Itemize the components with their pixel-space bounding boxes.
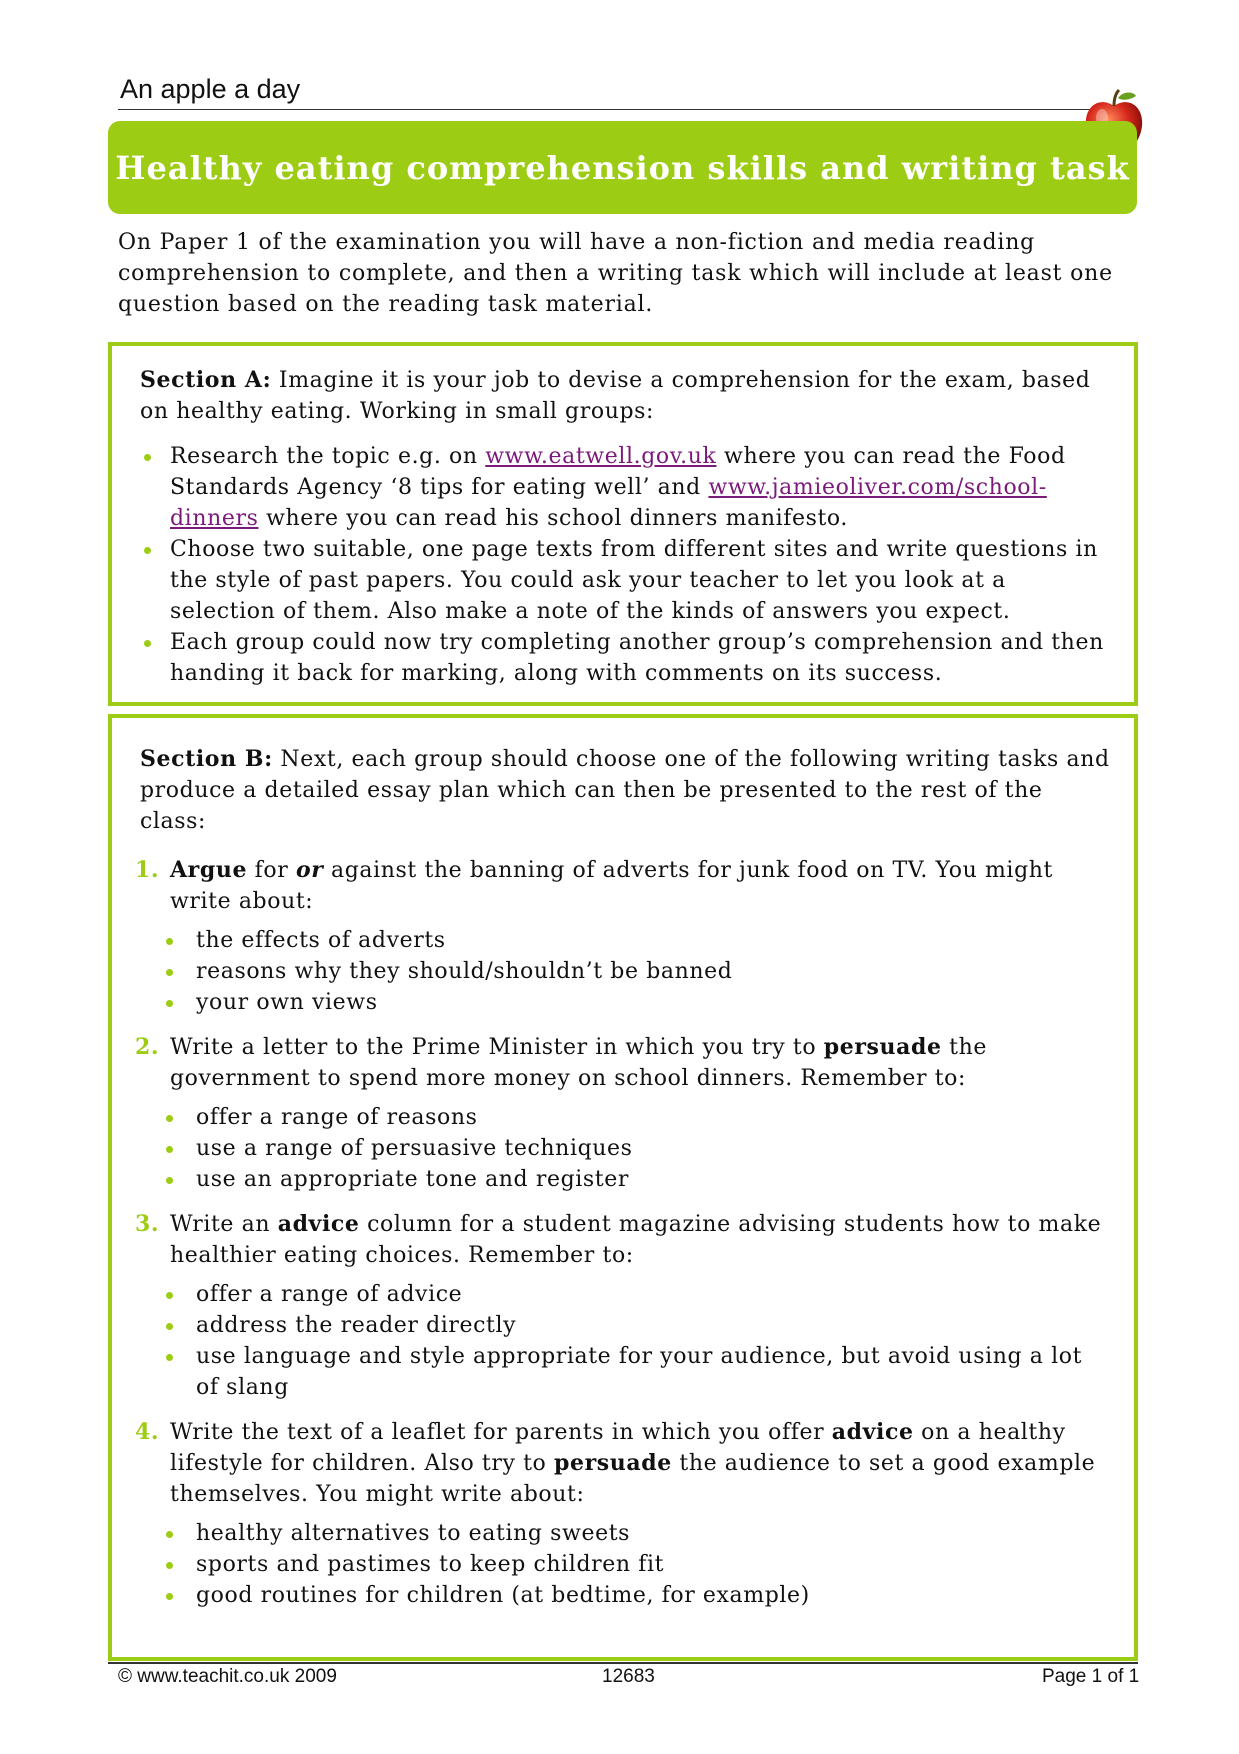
sub-item-text: reasons why they should/shouldn’t be banned bbox=[196, 959, 733, 984]
task-item-1 bbox=[135, 855, 1110, 1018]
bullet-text: where you can read his school dinners manifesto. bbox=[258, 506, 848, 531]
sub-item-text: the effects of adverts bbox=[196, 928, 446, 953]
header-rule bbox=[118, 109, 1138, 110]
list-item bbox=[170, 1310, 1110, 1341]
task-text: on a healthy lifestyle for children. Also try to bbox=[170, 1420, 1066, 1476]
sub-item-text: use an appropriate tone and register bbox=[196, 1167, 629, 1192]
jamieoliver-link[interactable]: www.jamieoliver.com/school-dinners bbox=[170, 475, 1047, 531]
list-item bbox=[140, 627, 1110, 689]
bullet-icon bbox=[144, 454, 151, 461]
bullet-icon bbox=[166, 1593, 173, 1600]
task-text: Write the text of a leaflet for parents in which you offer bbox=[170, 1420, 832, 1445]
footer-rule bbox=[108, 1662, 1138, 1664]
task-number: 2. bbox=[135, 1034, 160, 1060]
sub-item-text: offer a range of reasons bbox=[196, 1105, 478, 1130]
list-item bbox=[170, 1102, 1110, 1133]
bullet-icon bbox=[166, 1562, 173, 1569]
task-text: the audience to set a good example themselves. You might write about: bbox=[170, 1451, 1096, 1507]
bullet-icon bbox=[166, 1177, 173, 1184]
task-keyword: Argue bbox=[170, 857, 248, 883]
task-item-3 bbox=[135, 1209, 1110, 1403]
task-number: 1. bbox=[135, 857, 160, 883]
section-b-text: Next, each group should choose one of the following writing tasks and produce a detailed essay plan which can then be presented to the rest of the class: bbox=[140, 747, 1110, 834]
bullet-text: Research the topic e.g. on bbox=[170, 444, 486, 469]
section-a-box bbox=[108, 342, 1138, 706]
sub-item-text: use a range of persuasive techniques bbox=[196, 1136, 633, 1161]
sub-item-text: address the reader directly bbox=[196, 1313, 517, 1338]
list-item bbox=[170, 1518, 1110, 1549]
bullet-icon bbox=[166, 1292, 173, 1299]
task-keyword: advice bbox=[831, 1419, 914, 1445]
list-item bbox=[170, 1549, 1110, 1580]
bullet-text: Each group could now try completing another group’s comprehension and then handing it back for marking, along with comments on its success. bbox=[170, 630, 1104, 686]
intro-paragraph: On Paper 1 of the examination you will have a non-fiction and media reading comprehension to complete, and then a writing task which will include at least one question based on the reading task material. bbox=[118, 230, 1113, 317]
task-number: 4. bbox=[135, 1419, 160, 1445]
bullet-icon bbox=[166, 1146, 173, 1153]
bullet-icon bbox=[144, 640, 151, 647]
sub-item-text: use language and style appropriate for your audience, but avoid using a lot of slang bbox=[196, 1344, 1083, 1400]
task-item-2 bbox=[135, 1032, 1110, 1195]
task-text: Write an bbox=[170, 1212, 278, 1237]
bullet-icon bbox=[144, 547, 151, 554]
page-banner: Healthy eating comprehension skills and writing task bbox=[108, 121, 1137, 214]
footer-copyright: © www.teachit.co.uk 2009 bbox=[118, 1666, 337, 1687]
task-text: column for a student magazine advising students how to make healthier eating choices. Remember to: bbox=[170, 1212, 1102, 1268]
sub-item-text: your own views bbox=[196, 990, 378, 1015]
task-keyword: advice bbox=[277, 1211, 360, 1237]
section-b-label: Section B: bbox=[140, 746, 273, 772]
section-a-intro bbox=[140, 365, 1110, 427]
task-keyword: persuade bbox=[823, 1034, 942, 1060]
bullet-text: where you can read the Food Standards Agency ‘8 tips for eating well’ and bbox=[170, 444, 1066, 500]
sub-item-text: offer a range of advice bbox=[196, 1282, 463, 1307]
footer-code: 12683 bbox=[602, 1666, 655, 1687]
section-a-text: Imagine it is your job to devise a comprehension for the exam, based on healthy eating. Working in small groups: bbox=[140, 368, 1091, 424]
bullet-icon bbox=[166, 1115, 173, 1122]
task-keyword: persuade bbox=[554, 1450, 672, 1476]
section-a-label: Section A: bbox=[140, 367, 272, 393]
list-item bbox=[170, 925, 1110, 956]
task-text: for bbox=[247, 858, 296, 883]
bullet-icon bbox=[166, 1531, 173, 1538]
task-keyword: or bbox=[295, 857, 324, 883]
list-item bbox=[170, 956, 1110, 987]
list-item bbox=[170, 1133, 1110, 1164]
task-text: Write a letter to the Prime Minister in which you try to bbox=[170, 1035, 824, 1060]
sub-item-text: good routines for children (at bedtime, for example) bbox=[196, 1583, 810, 1608]
task-text: against the banning of adverts for junk food on TV. You might write about: bbox=[170, 858, 1053, 914]
section-b-box bbox=[108, 714, 1138, 1661]
task-number: 3. bbox=[135, 1211, 160, 1237]
list-item bbox=[170, 1279, 1110, 1310]
sub-item-text: sports and pastimes to keep children fit bbox=[196, 1552, 665, 1577]
bullet-icon bbox=[166, 969, 173, 976]
sub-item-text: healthy alternatives to eating sweets bbox=[196, 1521, 631, 1546]
bullet-icon bbox=[166, 1323, 173, 1330]
list-item bbox=[170, 1164, 1110, 1195]
task-item-4 bbox=[135, 1417, 1110, 1611]
list-item bbox=[170, 987, 1110, 1018]
bullet-icon bbox=[166, 938, 173, 945]
eatwell-link[interactable]: www.eatwell.gov.uk bbox=[485, 444, 717, 469]
header-title: An apple a day bbox=[120, 74, 301, 104]
footer-page-number: Page 1 of 1 bbox=[1042, 1666, 1140, 1687]
bullet-icon bbox=[166, 1354, 173, 1361]
section-b-intro bbox=[140, 744, 1110, 837]
task-text: the government to spend more money on school dinners. Remember to: bbox=[170, 1035, 988, 1091]
list-item bbox=[140, 534, 1110, 627]
list-item bbox=[170, 1580, 1110, 1611]
list-item bbox=[140, 441, 1110, 534]
bullet-text: Choose two suitable, one page texts from different sites and write questions in the style of past papers. You could ask your teacher to let you look at a selection of them. Also make a note of the kinds of answers you expect. bbox=[170, 537, 1098, 624]
list-item bbox=[170, 1341, 1110, 1403]
bullet-icon bbox=[166, 1000, 173, 1007]
